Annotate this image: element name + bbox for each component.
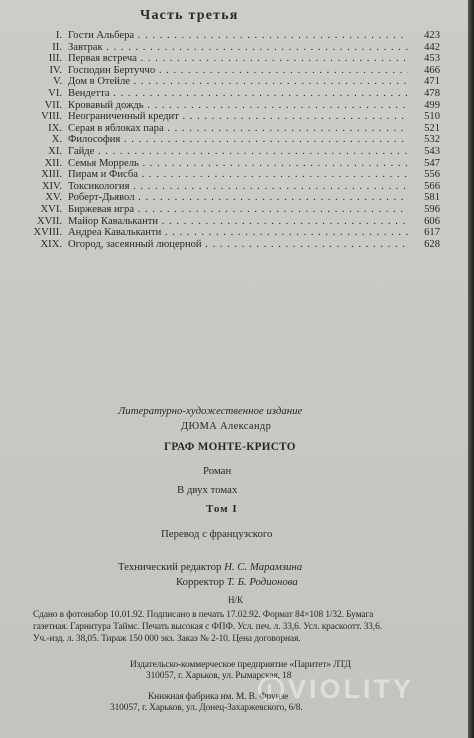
chapter-page: 617 bbox=[424, 227, 440, 239]
chapter-page: 466 bbox=[424, 64, 440, 76]
chapter-page: 556 bbox=[424, 169, 440, 181]
tech-editor-name: Н. С. Марамзина bbox=[224, 561, 303, 573]
chapter-number: II. bbox=[52, 41, 62, 53]
chapter-page: 521 bbox=[424, 122, 440, 134]
translation-note: Перевод с французского bbox=[161, 528, 273, 540]
chapter-page: 581 bbox=[424, 192, 440, 204]
chapter-title: Неограниченный кредит . . . bbox=[68, 111, 408, 123]
chapter-number: XI. bbox=[48, 145, 62, 157]
author: ДЮМА Александр bbox=[181, 421, 272, 432]
toc-row bbox=[0, 134, 468, 146]
chapter-number: IV. bbox=[49, 64, 62, 76]
publication-code: Н/К bbox=[228, 595, 244, 605]
chapter-page: 471 bbox=[424, 76, 440, 88]
toc-row bbox=[0, 88, 468, 100]
chapter-page: 596 bbox=[424, 203, 440, 215]
chapter-page: 453 bbox=[424, 53, 440, 65]
chapter-page: 606 bbox=[424, 215, 440, 227]
toc-row bbox=[0, 111, 468, 123]
page-edge-shadow bbox=[468, 0, 474, 738]
chapter-number: IX. bbox=[48, 122, 62, 134]
toc-row bbox=[0, 169, 468, 181]
chapter-page: 543 bbox=[424, 145, 440, 157]
chapter-title: Роберт-Дьявол . . . bbox=[68, 192, 408, 204]
chapter-title: Пирам и Фисба . . . bbox=[68, 169, 408, 181]
chapter-title: Гайде . . . bbox=[68, 146, 408, 158]
chapter-number: XIV. bbox=[41, 180, 62, 192]
part-heading: Часть третья bbox=[140, 8, 239, 23]
table-of-contents bbox=[0, 30, 468, 250]
watermark: VIOLITY bbox=[288, 674, 415, 704]
chapter-title: Дом в Отейле . . . bbox=[68, 76, 408, 88]
chapter-number: VI. bbox=[48, 87, 62, 99]
chapter-page: 628 bbox=[424, 238, 440, 250]
toc-row bbox=[0, 42, 468, 54]
chapter-number: XV. bbox=[45, 192, 62, 204]
volume-count: В двух томах bbox=[177, 484, 238, 496]
chapter-number: V. bbox=[53, 76, 62, 88]
chapter-page: 499 bbox=[424, 99, 440, 111]
print-details-line-1: Сдано в фотонабор 10.01.92. Подписано в печать 17.02.92. Формат 84×108 1/32. Бумага bbox=[33, 610, 374, 620]
chapter-number: XVI. bbox=[40, 203, 62, 215]
chapter-page: 510 bbox=[424, 111, 440, 123]
chapter-number: XVIII. bbox=[33, 227, 62, 239]
chapter-title: Философия . . . bbox=[68, 134, 408, 146]
toc-row bbox=[0, 123, 468, 135]
chapter-number: XIX. bbox=[40, 238, 62, 250]
toc-row bbox=[0, 216, 468, 228]
chapter-number: VII. bbox=[44, 99, 62, 111]
print-details-line-3: Уч.-изд. л. 38,05. Тираж 150 000 экз. Заказ № 2-10. Цена договорная. bbox=[33, 634, 301, 644]
chapter-title: Кровавый дождь . . . bbox=[68, 100, 408, 112]
genre: Роман bbox=[203, 465, 232, 477]
volume-number: Том I bbox=[206, 503, 238, 515]
toc-row bbox=[0, 53, 468, 65]
toc-row bbox=[0, 30, 468, 42]
toc-row bbox=[0, 204, 468, 216]
chapter-title: Господин Бертуччо . . . bbox=[68, 65, 408, 77]
toc-row bbox=[0, 227, 468, 239]
toc-row bbox=[0, 65, 468, 77]
toc-row bbox=[0, 192, 468, 204]
printing-factory-address: 310057, г. Харьков, ул. Донец-Захаржевского, 6/8. bbox=[110, 703, 303, 713]
chapter-page: 566 bbox=[424, 180, 440, 192]
chapter-title: Андреа Кавальканти . . . bbox=[68, 227, 408, 239]
chapter-page: 547 bbox=[424, 157, 440, 169]
chapter-number: XII. bbox=[44, 157, 62, 169]
corrector bbox=[176, 576, 298, 588]
chapter-number: III. bbox=[48, 53, 62, 65]
chapter-title: Биржевая игра . . . bbox=[68, 204, 408, 216]
chapter-number: XIII. bbox=[41, 169, 62, 181]
corrector-name: Т. Б. Родионова bbox=[226, 576, 298, 588]
publisher-address: 310057, г. Харьков, ул. Рымарская, 18 bbox=[146, 671, 292, 681]
chapter-title: Завтрак . . . bbox=[68, 42, 408, 54]
chapter-title: Майор Кавальканти . . . bbox=[68, 216, 408, 228]
chapter-number: XVII. bbox=[36, 215, 62, 227]
chapter-title: Гости Альбера . . . bbox=[68, 30, 408, 42]
chapter-title: Токсикология . . . bbox=[68, 181, 408, 193]
toc-row bbox=[0, 146, 468, 158]
chapter-title: Первая встреча . . . bbox=[68, 53, 408, 65]
chapter-title: Вендетта . . . bbox=[68, 88, 408, 100]
edition-type: Литературно-художественное издание bbox=[118, 405, 303, 417]
chapter-page: 442 bbox=[424, 41, 440, 53]
chapter-page: 478 bbox=[424, 87, 440, 99]
toc-row bbox=[0, 239, 468, 251]
chapter-page: 532 bbox=[424, 134, 440, 146]
chapter-title: Серая в яблоках пара . . . bbox=[68, 123, 408, 135]
book-title: ГРАФ МОНТЕ-КРИСТО bbox=[164, 441, 296, 453]
chapter-page: 423 bbox=[424, 30, 440, 41]
toc-row bbox=[0, 158, 468, 170]
corrector-label: Корректор bbox=[176, 576, 225, 588]
publisher-name: Издательско-коммерческое предприятие «Паритет» ЛТД bbox=[130, 660, 351, 670]
toc-row bbox=[0, 100, 468, 112]
chapter-number: VIII. bbox=[41, 111, 62, 123]
chapter-title: Огород, засеянный люцерной . . . bbox=[68, 239, 408, 251]
toc-row bbox=[0, 181, 468, 193]
toc-row bbox=[0, 76, 468, 88]
printing-factory: Книжная фабрика им. М. В. Фрунзе bbox=[148, 692, 289, 702]
chapter-number: I. bbox=[55, 30, 62, 41]
print-details-line-2: газетная. Гарнитура Таймс. Печать высокая с ФПФ. Усл. печ. л. 33,6. Усл. краскоотт. 33,6. bbox=[33, 622, 382, 632]
chapter-title: Семья Моррель . . . bbox=[68, 158, 408, 170]
watermark-logo-icon bbox=[258, 676, 284, 702]
tech-editor-label: Технический редактор bbox=[118, 561, 222, 573]
tech-editor bbox=[118, 561, 302, 573]
chapter-number: X. bbox=[51, 134, 62, 146]
